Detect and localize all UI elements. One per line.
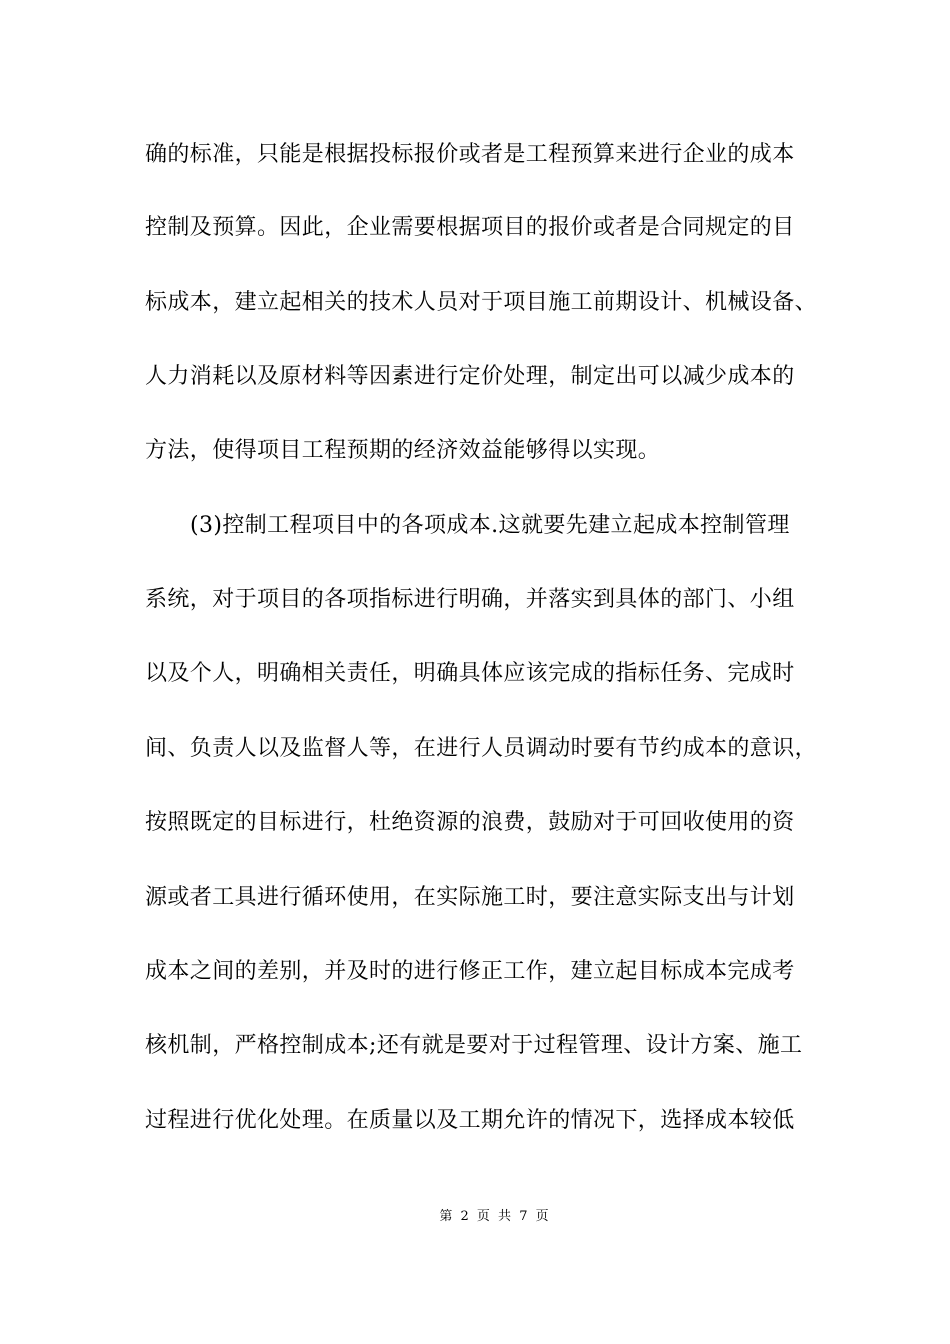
text-line-8: 以及个人，明确相关责任，明确具体应该完成的指标任务、完成时 xyxy=(145,661,795,686)
text-line-2: 控制及预算。因此，企业需要根据项目的报价或者是合同规定的目 xyxy=(145,215,795,240)
text-line-11: 源或者工具进行循环使用，在实际施工时，要注意实际支出与计划 xyxy=(145,885,795,910)
text-line-5: 方法，使得项目工程预期的经济效益能够得以实现。 xyxy=(145,438,661,463)
text-line-12: 成本之间的差别，并及时的进行修正工作，建立起目标成本完成考 xyxy=(145,959,795,984)
text-line-13: 核机制，严格控制成本;还有就是要对于过程管理、设计方案、施工 xyxy=(145,1033,803,1058)
page-number-footer: 第 2 页 共 7 页 xyxy=(439,1209,551,1224)
text-line-9: 间、负责人以及监督人等，在进行人员调动时要有节约成本的意识， xyxy=(145,736,818,761)
text-line-14: 过程进行优化处理。在质量以及工期允许的情况下，选择成本较低 xyxy=(145,1108,795,1133)
paragraph-3-start-line: (3)控制工程项目中的各项成本.这就要先建立起成本控制管理 xyxy=(190,513,790,538)
text-line-10: 按照既定的目标进行，杜绝资源的浪费，鼓励对于可回收使用的资 xyxy=(145,810,795,835)
text-line-7: 系统，对于项目的各项指标进行明确，并落实到具体的部门、小组 xyxy=(145,587,795,612)
text-line-3: 标成本，建立起相关的技术人员对于项目施工前期设计、机械设备、 xyxy=(145,290,818,315)
text-line-4: 人力消耗以及原材料等因素进行定价处理，制定出可以减少成本的 xyxy=(145,364,795,389)
text-line-1: 确的标准，只能是根据投标报价或者是工程预算来进行企业的成本 xyxy=(145,142,795,167)
